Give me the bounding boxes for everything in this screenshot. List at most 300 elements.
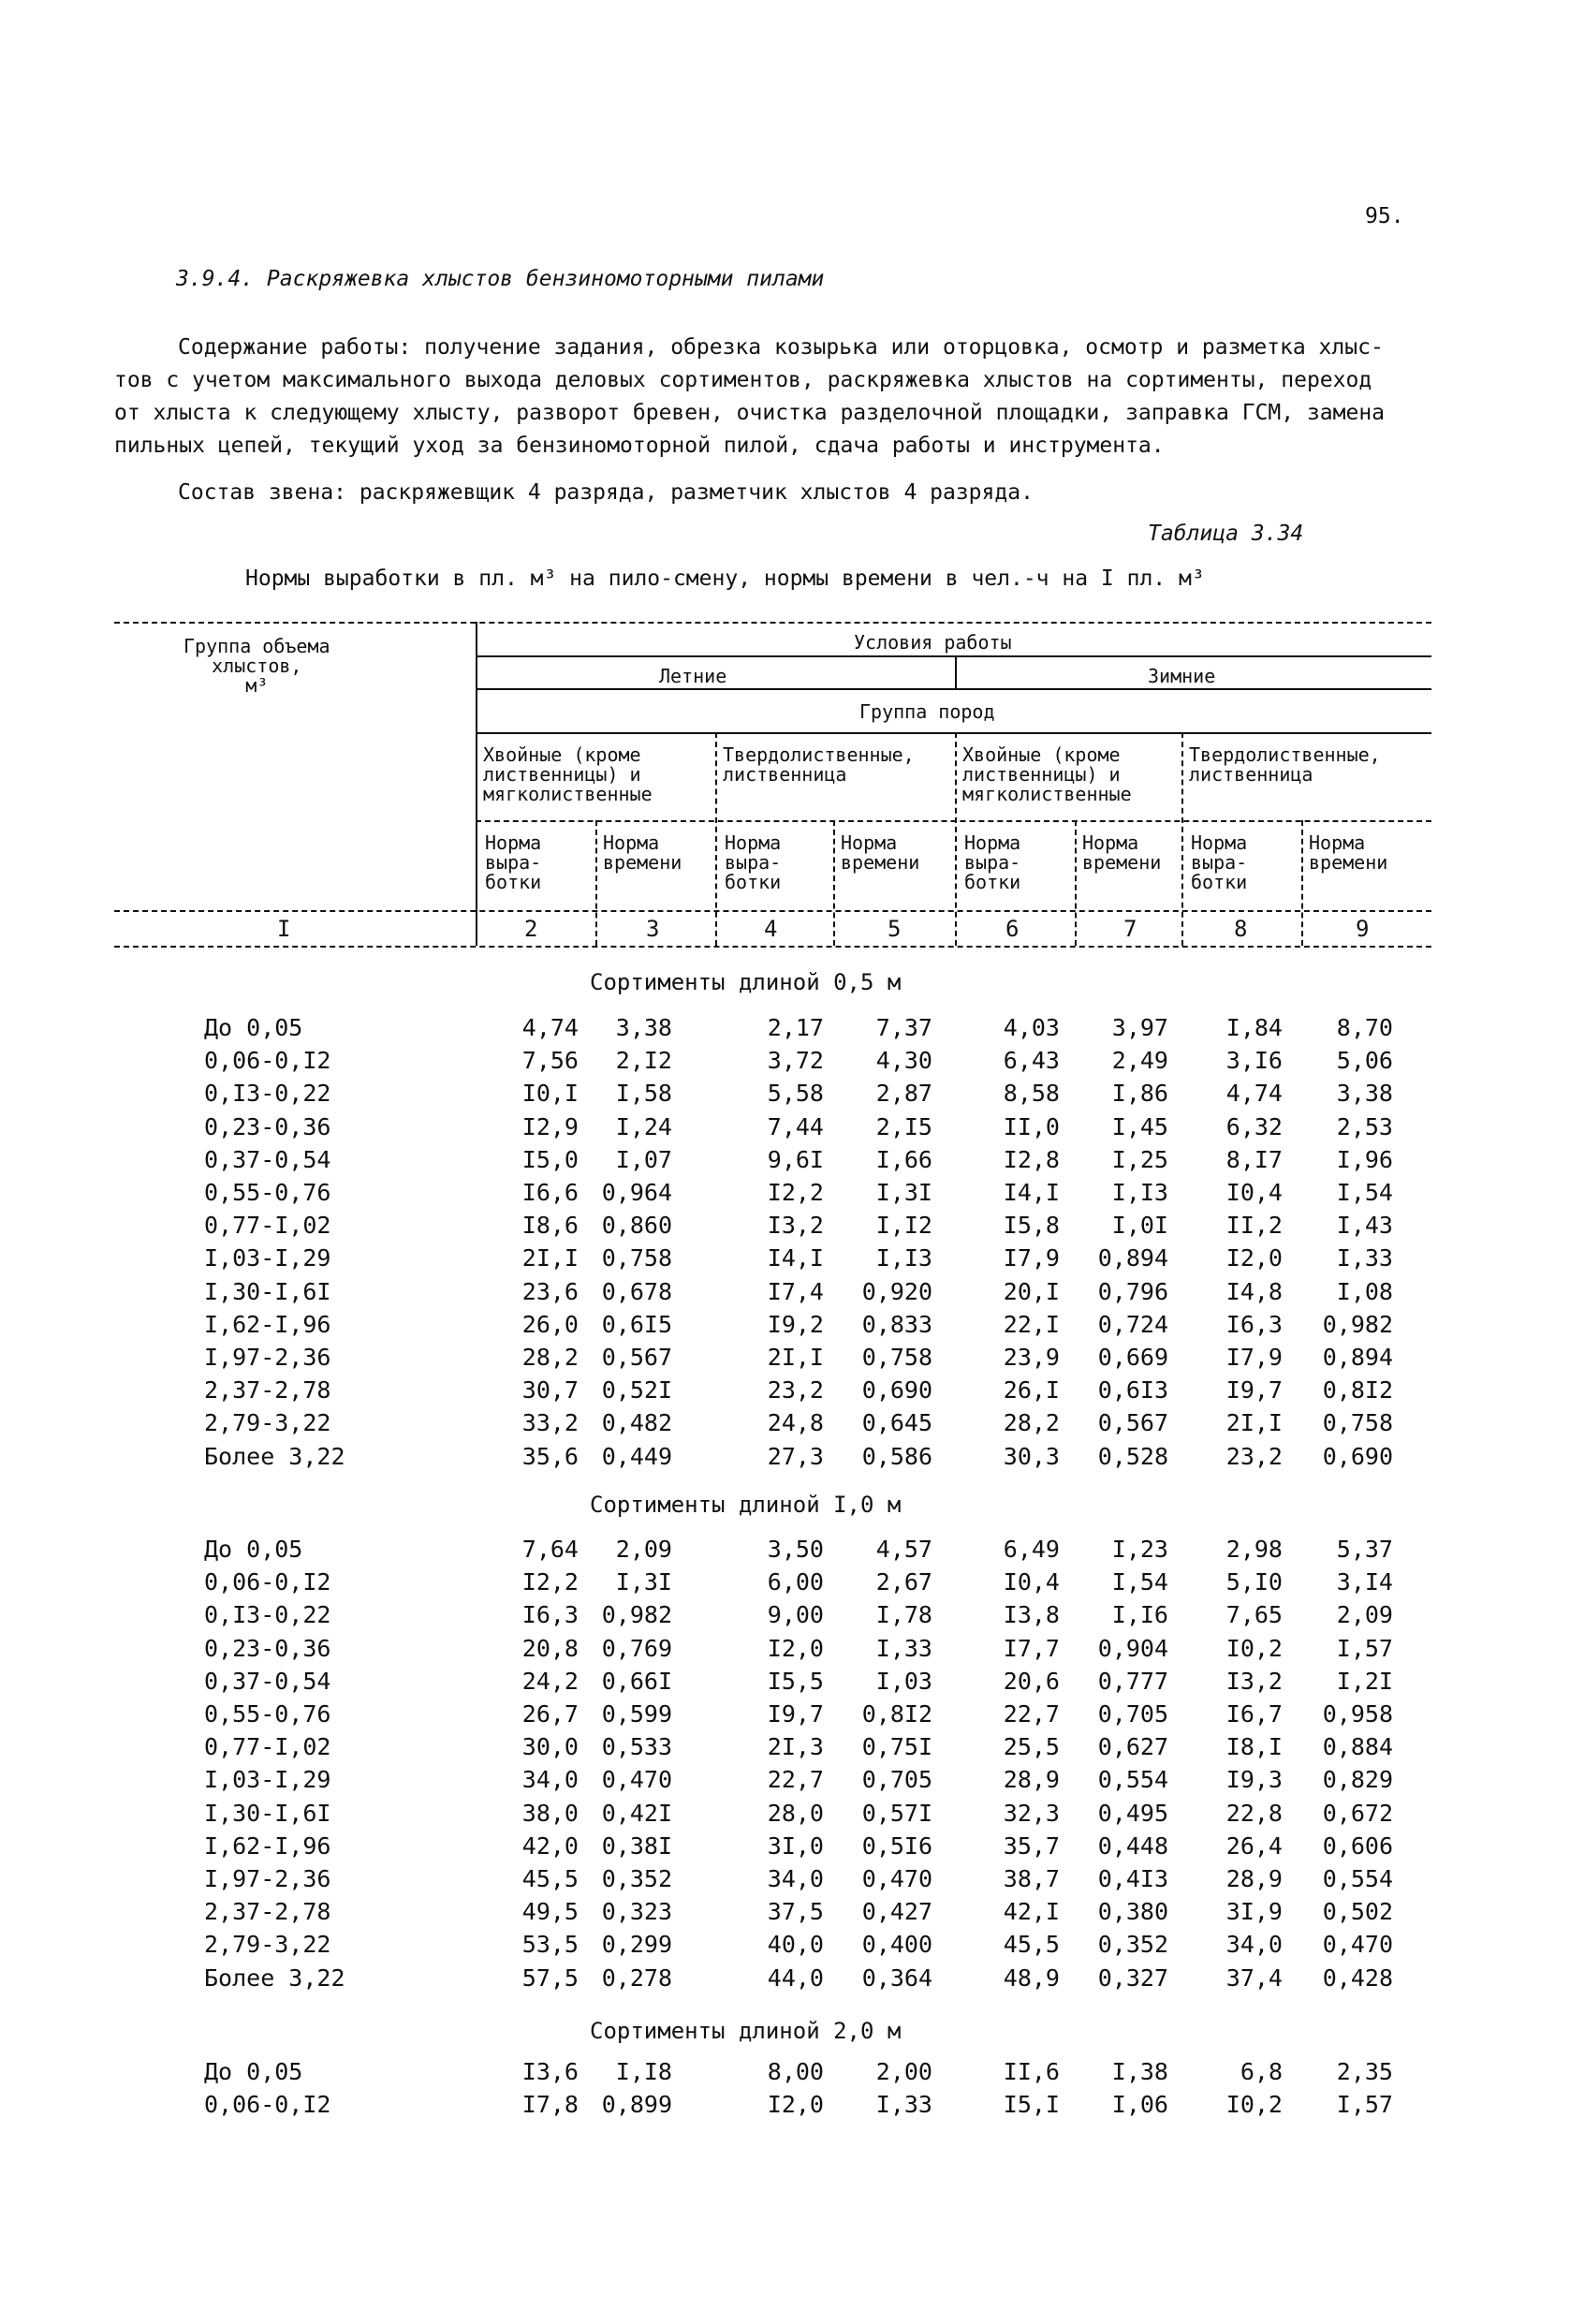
table-cell: 4,03 [1003, 1014, 1060, 1041]
table-cell: 0,777 [1097, 1668, 1168, 1695]
table-cell: 8,58 [1003, 1080, 1060, 1107]
table-cell: I,33 [1336, 1244, 1393, 1272]
table-cell: 0,958 [1322, 1700, 1393, 1728]
table-cell: 5,I0 [1225, 1568, 1283, 1596]
table-cell: 2,00 [875, 2058, 932, 2085]
table-cell: I,66 [875, 1146, 932, 1173]
header-norm-output-4: Норма выра- ботки [725, 831, 782, 893]
table-cell: 2,09 [1336, 1601, 1393, 1628]
table-cell: 34,0 [521, 1766, 579, 1793]
table-cell: 23,6 [521, 1278, 579, 1305]
table-cell: 0,758 [861, 1344, 932, 1371]
table-cell: 7,56 [521, 1047, 579, 1074]
table-cell: I8,6 [521, 1212, 579, 1239]
table-cell: 0,627 [1097, 1733, 1168, 1760]
col-number-4: 4 [764, 916, 778, 942]
table-row [0, 1766, 1570, 1799]
section-title: Сортименты длиной 0,5 м [590, 969, 902, 995]
table-cell: 26,I [1003, 1376, 1060, 1404]
content-line-3: от хлыста к следующему хлысту, разворот бревен, очистка разделочной площадки, заправка ГСМ, замена [114, 401, 1386, 425]
table-cell: 2,09 [615, 1536, 672, 1563]
row-label: До 0,05 [204, 2058, 303, 2085]
table-cell: 0,769 [601, 1635, 672, 1662]
table-row [0, 1700, 1570, 1733]
table-cell: 2,I2 [615, 1047, 672, 1074]
table-cell: 0,327 [1097, 1964, 1168, 1992]
table-row [0, 1344, 1570, 1376]
table-cell: 35,6 [521, 1443, 579, 1470]
row-label: 0,06-0,I2 [204, 1047, 331, 1074]
table-cell: I,24 [615, 1113, 672, 1140]
table-cell: I,08 [1336, 1278, 1393, 1305]
row-label: 0,23-0,36 [204, 1113, 331, 1140]
table-cell: 0,364 [861, 1964, 932, 1992]
table-cell: I9,7 [1225, 1376, 1283, 1404]
table-cell: I6,7 [1225, 1700, 1283, 1728]
table-cell: 2,67 [875, 1568, 932, 1596]
table-cell: 2I,I [767, 1344, 824, 1371]
table-cell: 28,9 [1225, 1865, 1283, 1892]
table-cell: 0,599 [601, 1700, 672, 1728]
header-norm-time-9: Норма времени [1309, 831, 1388, 874]
header-norm-time-7: Норма времени [1082, 831, 1162, 874]
table-cell: I,25 [1111, 1146, 1168, 1173]
row-label: 2,79-3,22 [204, 1409, 331, 1436]
table-row [0, 1601, 1570, 1634]
table-row [0, 1536, 1570, 1568]
table-cell: 4,74 [1225, 1080, 1283, 1107]
table-cell: 4,57 [875, 1536, 932, 1563]
table-cell: 0,352 [601, 1865, 672, 1892]
table-cell: I,I3 [1111, 1179, 1168, 1206]
table-cell: 22,I [1003, 1311, 1060, 1338]
table-cell: I,I8 [615, 2058, 672, 2085]
table-cell: 0,42I [601, 1800, 672, 1827]
table-cell: 3I,9 [1225, 1898, 1283, 1925]
table-cell: 0,796 [1097, 1278, 1168, 1305]
table-cell: 0,502 [1322, 1898, 1393, 1925]
table-row [0, 1568, 1570, 1601]
row-label: 0,06-0,I2 [204, 1568, 331, 1596]
table-cell: 0,705 [861, 1766, 932, 1793]
table-cell: 7,44 [767, 1113, 824, 1140]
col-number-9: 9 [1356, 916, 1370, 942]
table-cell: I,03 [875, 1668, 932, 1695]
row-label: 0,I3-0,22 [204, 1080, 331, 1107]
table-cell: 25,5 [1003, 1733, 1060, 1760]
table-cell: 4,74 [521, 1014, 579, 1041]
table-cell: I3,8 [1003, 1601, 1060, 1628]
table-cell: 44,0 [767, 1964, 824, 1992]
table-cell: 0,758 [1322, 1409, 1393, 1436]
table-cell: I2,9 [521, 1113, 579, 1140]
table-cell: 0,6I3 [1097, 1376, 1168, 1404]
table-cell: I,I3 [875, 1244, 932, 1272]
table-cell: 7,37 [875, 1014, 932, 1041]
table-cell: I9,7 [767, 1700, 824, 1728]
table-cell: 28,2 [1003, 1409, 1060, 1436]
table-cell: 38,0 [521, 1800, 579, 1827]
table-cell: 0,323 [601, 1898, 672, 1925]
table-cell: 7,64 [521, 1536, 579, 1563]
table-cell: 24,8 [767, 1409, 824, 1436]
table-cell: 40,0 [767, 1931, 824, 1958]
table-cell: I,54 [1111, 1568, 1168, 1596]
table-cell: 0,833 [861, 1311, 932, 1338]
table-cell: I,58 [615, 1080, 672, 1107]
table-cell: 0,470 [1322, 1931, 1393, 1958]
row-label: I,97-2,36 [204, 1865, 331, 1892]
row-label: До 0,05 [204, 1536, 303, 1563]
table-cell: 28,0 [767, 1800, 824, 1827]
col-number-3: 3 [646, 916, 660, 942]
table-cell: I0,I [521, 1080, 579, 1107]
header-hardwood-winter: Твердолиственные, лиственница [1189, 743, 1381, 786]
row-label: I,62-I,96 [204, 1832, 331, 1860]
table-cell: I2,2 [521, 1568, 579, 1596]
table-cell: I,33 [875, 1635, 932, 1662]
table-cell: 3I,0 [767, 1832, 824, 1860]
table-cell: 22,7 [767, 1766, 824, 1793]
table-cell: 0,5I6 [861, 1832, 932, 1860]
table-cell: I,07 [615, 1146, 672, 1173]
table-cell: 30,0 [521, 1733, 579, 1760]
row-label: 0,06-0,I2 [204, 2091, 331, 2118]
table-number: Таблица 3.34 [1148, 522, 1304, 546]
header-species-group: Группа пород [859, 700, 995, 723]
table-cell: 23,2 [1225, 1443, 1283, 1470]
table-cell: I7,8 [521, 2091, 579, 2118]
section-title: Сортименты длиной I,0 м [590, 1492, 902, 1518]
table-cell: 22,8 [1225, 1800, 1283, 1827]
table-cell: I3,6 [521, 2058, 579, 2085]
table-cell: 0,8I2 [861, 1700, 932, 1728]
table-cell: 2,98 [1225, 1536, 1283, 1563]
table-cell: 2I,I [1225, 1409, 1283, 1436]
table-row [0, 1668, 1570, 1700]
header-norm-time-3: Норма времени [603, 831, 682, 874]
col-number-1: I [277, 916, 291, 942]
table-cell: I4,I [1003, 1179, 1060, 1206]
table-cell: 0,554 [1322, 1865, 1393, 1892]
table-cell: I5,5 [767, 1668, 824, 1695]
table-cell: 6,43 [1003, 1047, 1060, 1074]
table-cell: 0,606 [1322, 1832, 1393, 1860]
row-label: 0,I3-0,22 [204, 1601, 331, 1628]
table-cell: 0,982 [1322, 1311, 1393, 1338]
table-cell: 20,I [1003, 1278, 1060, 1305]
table-cell: 2,35 [1336, 2058, 1393, 2085]
table-cell: I0,4 [1003, 1568, 1060, 1596]
table-row [0, 1409, 1570, 1442]
row-label: Более 3,22 [204, 1964, 345, 1992]
table-cell: 2I,3 [767, 1733, 824, 1760]
table-cell: I,I2 [875, 1212, 932, 1239]
table-row [0, 2058, 1570, 2091]
table-cell: 8,I7 [1225, 1146, 1283, 1173]
table-cell: 0,352 [1097, 1931, 1168, 1958]
table-cell: 0,982 [601, 1601, 672, 1628]
table-cell: 0,299 [601, 1931, 672, 1958]
table-cell: 3,I4 [1336, 1568, 1393, 1596]
table-cell: 5,58 [767, 1080, 824, 1107]
table-cell: I,3I [615, 1568, 672, 1596]
row-label: I,30-I,6I [204, 1278, 331, 1305]
table-cell: II,2 [1225, 1212, 1283, 1239]
table-cell: 0,428 [1322, 1964, 1393, 1992]
table-row [0, 1376, 1570, 1409]
table-cell: 28,9 [1003, 1766, 1060, 1793]
table-cell: I,33 [875, 2091, 932, 2118]
col-number-8: 8 [1234, 916, 1248, 942]
section-title: 3.9.4. Раскряжевка хлыстов бензиномоторными пилами [176, 267, 825, 291]
table-cell: 34,0 [1225, 1931, 1283, 1958]
table-cell: I,I6 [1111, 1601, 1168, 1628]
table-cell: 3,38 [615, 1014, 672, 1041]
table-cell: I6,3 [1225, 1311, 1283, 1338]
table-cell: 0,678 [601, 1278, 672, 1305]
header-norm-output-2: Норма выра- ботки [485, 831, 542, 893]
content-line-1: Содержание работы: получение задания, обрезка козырька или оторцовка, осмотр и разметка хлыс- [178, 335, 1384, 360]
table-cell: 26,7 [521, 1700, 579, 1728]
col-number-5: 5 [888, 916, 902, 942]
table-cell: 30,7 [521, 1376, 579, 1404]
section-title: Сортименты длиной 2,0 м [590, 2018, 902, 2044]
table-cell: I2,0 [1225, 1244, 1283, 1272]
table-cell: I9,3 [1225, 1766, 1283, 1793]
table-row [0, 1311, 1570, 1344]
table-cell: 0,400 [861, 1931, 932, 1958]
table-cell: 20,8 [521, 1635, 579, 1662]
table-cell: 6,32 [1225, 1113, 1283, 1140]
table-cell: I,54 [1336, 1179, 1393, 1206]
table-cell: 0,904 [1097, 1635, 1168, 1662]
table-cell: 6,49 [1003, 1536, 1060, 1563]
row-label: I,03-I,29 [204, 1766, 331, 1793]
content-line-2: тов с учетом максимального выхода деловых сортиментов, раскряжевка хлыстов на сортименты, переход [114, 368, 1372, 392]
table-cell: I,78 [875, 1601, 932, 1628]
table-cell: I,57 [1336, 1635, 1393, 1662]
table-cell: 2,17 [767, 1014, 824, 1041]
table-cell: 0,920 [861, 1278, 932, 1305]
table-cell: 9,00 [767, 1601, 824, 1628]
row-label: Более 3,22 [204, 1443, 345, 1470]
table-cell: 0,427 [861, 1898, 932, 1925]
table-cell: I0,4 [1225, 1179, 1283, 1206]
table-cell: 3,72 [767, 1047, 824, 1074]
table-cell: 0,66I [601, 1668, 672, 1695]
table-row [0, 1113, 1570, 1146]
header-norm-time-5: Норма времени [841, 831, 920, 874]
table-cell: 0,554 [1097, 1766, 1168, 1793]
table-cell: 38,7 [1003, 1865, 1060, 1892]
table-caption: Нормы выработки в пл. м³ на пило-смену, нормы времени в чел.-ч на I пл. м³ [245, 566, 1205, 591]
table-row [0, 1832, 1570, 1865]
table-cell: 42,0 [521, 1832, 579, 1860]
table-cell: 8,00 [767, 2058, 824, 2085]
table-cell: I2,2 [767, 1179, 824, 1206]
table-cell: I3,2 [1225, 1668, 1283, 1695]
table-cell: 37,4 [1225, 1964, 1283, 1992]
table-cell: I6,3 [521, 1601, 579, 1628]
table-cell: I,96 [1336, 1146, 1393, 1173]
table-cell: 0,6I5 [601, 1311, 672, 1338]
header-group-volume: Группа объема хлыстов, м³ [183, 635, 330, 697]
table-cell: 23,9 [1003, 1344, 1060, 1371]
table-cell: 0,533 [601, 1733, 672, 1760]
table-cell: I,06 [1111, 2091, 1168, 2118]
table-cell: 27,3 [767, 1443, 824, 1470]
row-label: I,03-I,29 [204, 1244, 331, 1272]
table-cell: 0,567 [601, 1344, 672, 1371]
col-number-6: 6 [1005, 916, 1020, 942]
table-cell: 0,8I2 [1322, 1376, 1393, 1404]
crew-composition: Состав звена: раскряжевщик 4 разряда, разметчик хлыстов 4 разряда. [178, 480, 1034, 505]
table-cell: 37,5 [767, 1898, 824, 1925]
table-row [0, 1733, 1570, 1766]
table-cell: I,23 [1111, 1536, 1168, 1563]
table-cell: 22,7 [1003, 1700, 1060, 1728]
header-norm-output-6: Норма выра- ботки [964, 831, 1021, 893]
table-cell: I7,4 [767, 1278, 824, 1305]
table-cell: 26,4 [1225, 1832, 1283, 1860]
table-row [0, 1179, 1570, 1212]
table-cell: 34,0 [767, 1865, 824, 1892]
table-cell: I7,9 [1225, 1344, 1283, 1371]
table-cell: 4,30 [875, 1047, 932, 1074]
table-cell: 3,38 [1336, 1080, 1393, 1107]
row-label: I,97-2,36 [204, 1344, 331, 1371]
table-cell: 45,5 [1003, 1931, 1060, 1958]
table-cell: 0,482 [601, 1409, 672, 1436]
table-cell: I,45 [1111, 1113, 1168, 1140]
table-cell: 0,449 [601, 1443, 672, 1470]
table-cell: 0,470 [861, 1865, 932, 1892]
table-cell: 0,567 [1097, 1409, 1168, 1436]
row-label: 0,37-0,54 [204, 1146, 331, 1173]
table-cell: 0,645 [861, 1409, 932, 1436]
table-cell: I2,0 [767, 1635, 824, 1662]
table-cell: 2,53 [1336, 1113, 1393, 1140]
table-cell: I,2I [1336, 1668, 1393, 1695]
table-cell: 2,87 [875, 1080, 932, 1107]
table-cell: 45,5 [521, 1865, 579, 1892]
row-label: 2,37-2,78 [204, 1376, 331, 1404]
table-cell: 48,9 [1003, 1964, 1060, 1992]
table-cell: 0,724 [1097, 1311, 1168, 1338]
table-row [0, 1865, 1570, 1898]
header-hardwood-summer: Твердолиственные, лиственница [723, 743, 915, 786]
row-label: I,62-I,96 [204, 1311, 331, 1338]
header-conifers-winter: Хвойные (кроме лиственницы) и мягколиственные [962, 743, 1132, 805]
table-cell: 32,3 [1003, 1800, 1060, 1827]
table-cell: 0,4I3 [1097, 1865, 1168, 1892]
table-cell: 0,894 [1097, 1244, 1168, 1272]
table-cell: 0,899 [601, 2091, 672, 2118]
table-cell: I4,8 [1225, 1278, 1283, 1305]
table-cell: I5,8 [1003, 1212, 1060, 1239]
header-winter: Зимние [1148, 665, 1216, 687]
table-cell: I8,I [1225, 1733, 1283, 1760]
table-cell: I0,2 [1225, 2091, 1283, 2118]
row-label: 2,37-2,78 [204, 1898, 331, 1925]
table-cell: 0,669 [1097, 1344, 1168, 1371]
table-cell: I5,0 [521, 1146, 579, 1173]
table-row [0, 1931, 1570, 1964]
col-number-2: 2 [524, 916, 538, 942]
table-cell: 0,586 [861, 1443, 932, 1470]
table-cell: I7,7 [1003, 1635, 1060, 1662]
table-cell: I0,2 [1225, 1635, 1283, 1662]
row-label: До 0,05 [204, 1014, 303, 1041]
table-cell: I4,I [767, 1244, 824, 1272]
table-cell: 49,5 [521, 1898, 579, 1925]
content-line-4: пильных цепей, текущий уход за бензиномоторной пилой, сдача работы и инструмента. [114, 434, 1165, 458]
header-summer: Летние [659, 665, 727, 687]
table-cell: 0,758 [601, 1244, 672, 1272]
table-cell: I7,9 [1003, 1244, 1060, 1272]
table-cell: 0,705 [1097, 1700, 1168, 1728]
table-cell: 9,6I [767, 1146, 824, 1173]
row-label: 0,23-0,36 [204, 1635, 331, 1662]
table-cell: 0,672 [1322, 1800, 1393, 1827]
table-cell: 3,I6 [1225, 1047, 1283, 1074]
table-cell: 2,49 [1111, 1047, 1168, 1074]
table-cell: 5,37 [1336, 1536, 1393, 1563]
table-cell: 0,75I [861, 1733, 932, 1760]
table-cell: I,86 [1111, 1080, 1168, 1107]
table-cell: I,38 [1111, 2058, 1168, 2085]
table-cell: 24,2 [521, 1668, 579, 1695]
table-cell: 2I,I [521, 1244, 579, 1272]
row-label: 0,55-0,76 [204, 1700, 331, 1728]
table-cell: 0,278 [601, 1964, 672, 1992]
table-cell: 0,690 [861, 1376, 932, 1404]
table-cell: 28,2 [521, 1344, 579, 1371]
table-cell: I,3I [875, 1179, 932, 1206]
table-cell: 3,97 [1111, 1014, 1168, 1041]
table-row [0, 1898, 1570, 1931]
table-cell: I,43 [1336, 1212, 1393, 1239]
table-cell: 7,65 [1225, 1601, 1283, 1628]
table-cell: 0,57I [861, 1800, 932, 1827]
table-cell: I,0I [1111, 1212, 1168, 1239]
table-cell: 42,I [1003, 1898, 1060, 1925]
table-cell: I3,2 [767, 1212, 824, 1239]
table-row [0, 1146, 1570, 1179]
table-cell: 6,00 [767, 1568, 824, 1596]
table-cell: 0,964 [601, 1179, 672, 1206]
table-row [0, 1244, 1570, 1277]
table-cell: 8,70 [1336, 1014, 1393, 1041]
table-cell: 23,2 [767, 1376, 824, 1404]
table-cell: 0,894 [1322, 1344, 1393, 1371]
table-cell: I6,6 [521, 1179, 579, 1206]
table-cell: 0,884 [1322, 1733, 1393, 1760]
table-row [0, 1278, 1570, 1311]
table-row [0, 1080, 1570, 1112]
col-number-7: 7 [1123, 916, 1137, 942]
table-cell: 6,8 [1240, 2058, 1283, 2085]
table-cell: 0,860 [601, 1212, 672, 1239]
table-cell: 0,495 [1097, 1800, 1168, 1827]
table-row [0, 1443, 1570, 1476]
header-norm-output-8: Норма выра- ботки [1191, 831, 1248, 893]
table-cell: 0,52I [601, 1376, 672, 1404]
table-cell: 35,7 [1003, 1832, 1060, 1860]
table-row [0, 1047, 1570, 1080]
table-cell: II,0 [1003, 1113, 1060, 1140]
